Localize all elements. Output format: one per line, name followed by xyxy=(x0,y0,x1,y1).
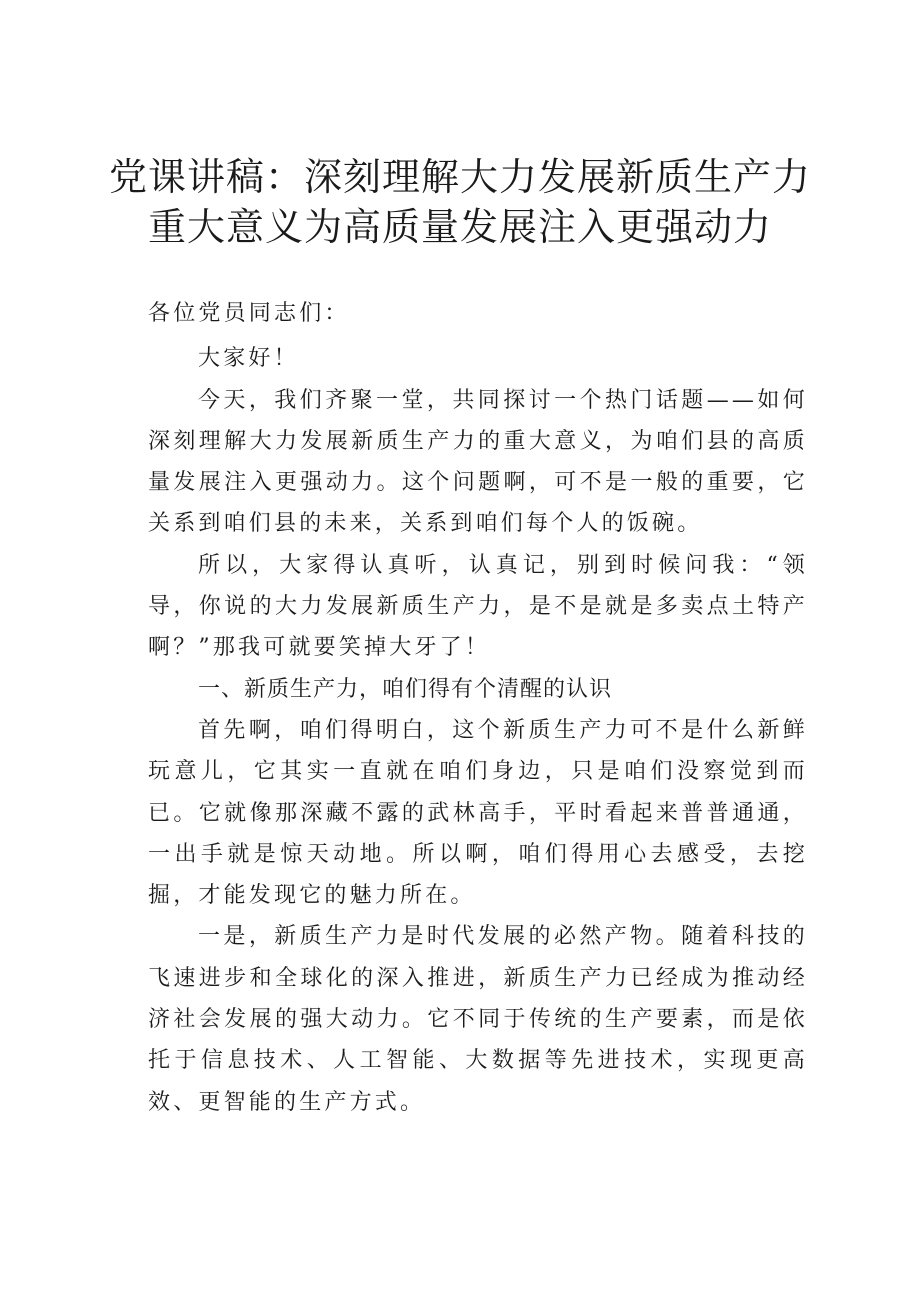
title-line-2: 重大意义为高质量发展注入更强动力 xyxy=(147,205,772,249)
document-body xyxy=(148,293,808,1123)
document-title xyxy=(0,152,920,252)
section-heading: 一、新质生产力，咱们得有个清醒的认识 xyxy=(198,676,613,702)
salutation: 各位党员同志们： xyxy=(148,301,350,326)
paragraph: 今天，我们齐聚一堂，共同探讨一个热门话题——如何深刻理解大力发展新质生产力的重大意义，为咱们县的高质量发展注入更强动力。这个问题啊，可不是一般的重要，它关系到咱们县的未来，关系到咱们每个人的饭碗。 xyxy=(148,387,808,537)
title-line-1: 党课讲稿：深刻理解大力发展新质生产力 xyxy=(108,155,811,199)
paragraph: 首先啊，咱们得明白，这个新质生产力可不是什么新鲜玩意儿，它其实一直就在咱们身边，只是咱们没察觉到而已。它就像那深藏不露的武林高手，平时看起来普普通通，一出手就是惊天动地。所以啊，咱们得用心去感受，去挖掘，才能发现它的魅力所在。 xyxy=(148,717,808,909)
paragraph: 一是，新质生产力是时代发展的必然产物。随着科技的飞速进步和全球化的深入推进，新质生产力已经成为推动经济社会发展的强大动力。它不同于传统的生产要素，而是依托于信息技术、人工智能、大数据等先进技术，实现更高效、更智能的生产方式。 xyxy=(148,924,808,1115)
greeting: 大家好！ xyxy=(198,346,299,372)
paragraph: 所以，大家得认真听，认真记，别到时候问我：“领导，你说的大力发展新质生产力，是不是就是多卖点土特产啊？”那我可就要笑掉大牙了！ xyxy=(148,552,808,661)
